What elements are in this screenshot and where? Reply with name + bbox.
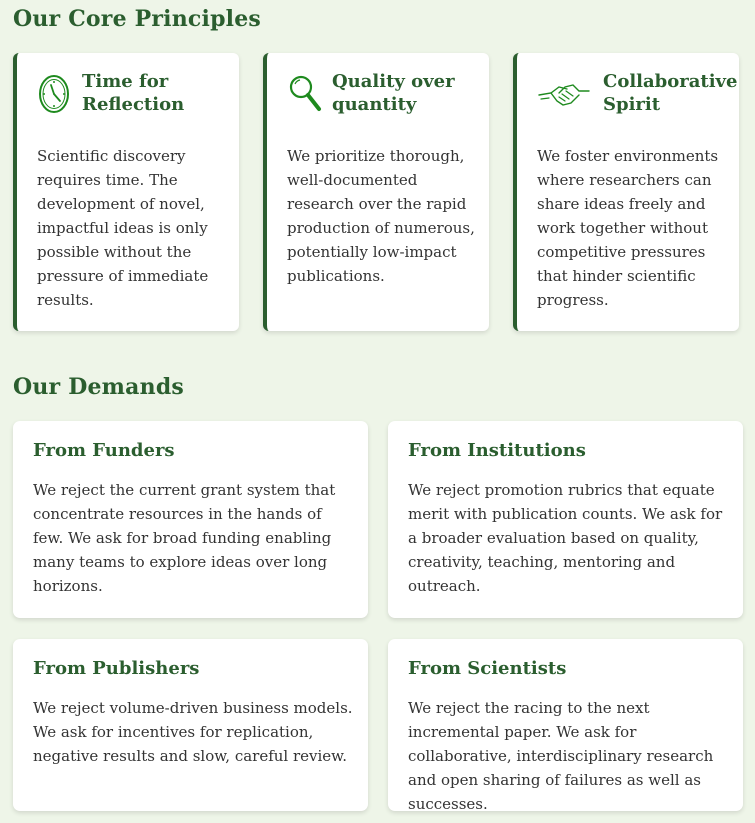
- demand-card-scientists: [388, 639, 743, 811]
- principle-heading: Quality over quantity: [332, 71, 455, 115]
- demand-heading: From Institutions: [408, 440, 586, 461]
- principle-text: We foster environments where researchers can share ideas freely and work together without competitive pressures that hinder scientific progress.: [537, 147, 719, 309]
- demands-title: Our Demands: [13, 374, 184, 400]
- demand-heading: From Scientists: [408, 658, 567, 679]
- demand-text: We reject the racing to the next incremental paper. We ask for collaborative, interdisciplinary research and open sharing of failures as well as successes.: [408, 699, 714, 813]
- clock-icon: [37, 73, 75, 115]
- demand-card-publishers: [13, 639, 368, 811]
- demand-heading: From Publishers: [33, 658, 200, 679]
- principle-text: We prioritize thorough, well-documented research over the rapid production of numerous, potentially low-impact publications.: [287, 147, 475, 285]
- principles-title: Our Core Principles: [13, 6, 262, 32]
- principle-card-quality: [263, 53, 489, 331]
- demand-heading: From Funders: [33, 440, 175, 461]
- magnifying-glass-icon: [287, 73, 325, 115]
- handshake-icon: [537, 73, 591, 115]
- principle-card-time: [13, 53, 239, 331]
- principle-card-collaborative: [513, 53, 739, 331]
- demand-card-institutions: [388, 421, 743, 618]
- demand-card-funders: [13, 421, 368, 618]
- principle-heading: Collaborative Spirit: [603, 71, 738, 115]
- principle-heading: Time for Reflection: [82, 71, 185, 115]
- demand-text: We reject volume-driven business models. We ask for incentives for replication, negative results and slow, careful review.: [33, 699, 353, 765]
- demand-text: We reject promotion rubrics that equate merit with publication counts. We ask for a broader evaluation based on quality, creativity, teaching, mentoring and outreach.: [408, 481, 723, 595]
- principle-text: Scientific discovery requires time. The development of novel, impactful ideas is only possible without the pressure of immediate results.: [37, 147, 209, 309]
- demand-text: We reject the current grant system that concentrate resources in the hands of few. We ask for broad funding enabling many teams to explore ideas over long horizons.: [33, 481, 336, 595]
